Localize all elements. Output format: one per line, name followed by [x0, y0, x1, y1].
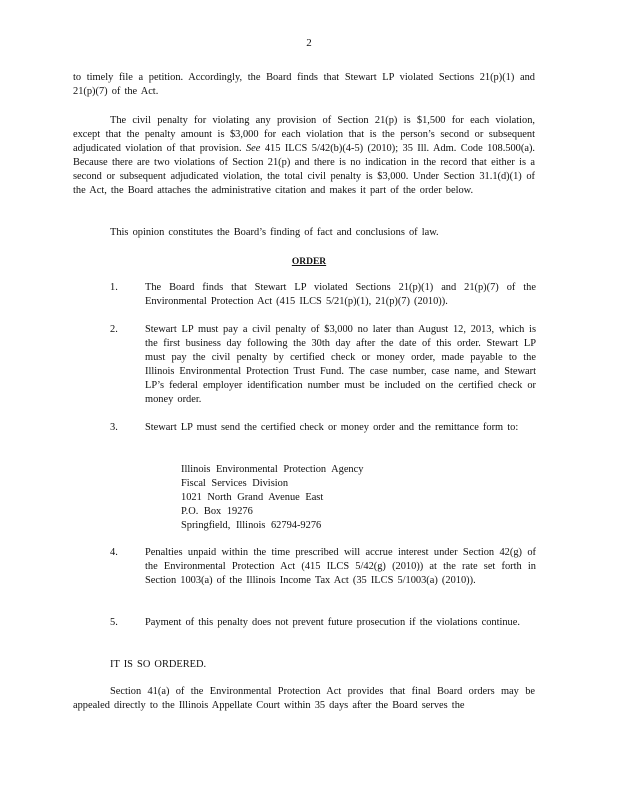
- order-heading: ORDER: [291, 257, 327, 267]
- order-item-5: [110, 616, 536, 630]
- paragraph-civil-penalty: [73, 114, 535, 198]
- order-item-text: Stewart LP must pay a civil penalty of $3,000 no later than August 12, 2013, which is the first business day following the 30th day after the date of this order. Stewart LP must pay the civil penalty by certified check or money order, made payable to the Illinois Environmental Protection Trust Fund. The case number, case name, and Stewart LP’s federal employer identification number must be included on the certified check or money order.: [145, 324, 536, 405]
- civil-penalty-text-a: The civil penalty for violating any provision of Section 21(p) is $1,500 for each violation, except that the penalty amount is $3,000 for each violation that is the person’s second or subsequent adjudicated violation of that provision.: [73, 115, 535, 154]
- order-item-number: 5.: [110, 617, 118, 628]
- page-number: 2: [306, 37, 312, 49]
- order-item-3: [110, 421, 536, 435]
- order-item-number: 4.: [110, 547, 118, 558]
- address-line-street: 1021 North Grand Avenue East: [181, 492, 324, 503]
- address-line-po-box: P.O. Box 19276: [181, 506, 253, 517]
- order-item-4: [110, 546, 536, 588]
- order-item-number: 2.: [110, 324, 118, 335]
- address-line-division: Fiscal Services Division: [181, 478, 289, 489]
- order-item-text: The Board finds that Stewart LP violated Sections 21(p)(1) and 21(p)(7) of the Environmental Protection Act (415 ILCS 5/21(p)(1), 21(p)(7) (2010)).: [145, 282, 536, 307]
- order-item-2: [110, 323, 536, 407]
- order-item-number: 3.: [110, 422, 118, 433]
- address-line-agency: Illinois Environmental Protection Agency: [181, 464, 364, 475]
- so-ordered: IT IS SO ORDERED.: [110, 659, 207, 670]
- order-item-1: [110, 281, 536, 309]
- paragraph-findings: This opinion constitutes the Board’s finding of fact and conclusions of law.: [110, 227, 439, 238]
- paragraph-appeal: Section 41(a) of the Environmental Protection Act provides that final Board orders may be appealed directly to the Illinois Appellate Court within 35 days after the Board serves the: [73, 686, 535, 711]
- order-item-text: Stewart LP must send the certified check or money order and the remittance form to:: [145, 422, 519, 433]
- order-item-text: Payment of this penalty does not prevent future prosecution if the violations continue.: [145, 617, 520, 628]
- address-line-city: Springfield, Illinois 62794-9276: [181, 520, 322, 531]
- order-item-text: Penalties unpaid within the time prescribed will accrue interest under Section 42(g) of the Environmental Protection Act (415 ILCS 5/42(g) (2010)) at the rate set forth in Section 1003(a) of the Illinois Income Tax Act (35 ILCS 5/1003(a) (2010)).: [145, 547, 536, 586]
- paragraph-intro: to timely file a petition. Accordingly, the Board finds that Stewart LP violated Sections 21(p)(1) and 21(p)(7) of the Act.: [73, 72, 535, 97]
- mailing-address: [181, 463, 363, 533]
- civil-penalty-text-b: 415 ILCS 5/42(b)(4-5) (2010); 35 Ill. Adm. Code 108.500(a). Because there are two violations of Section 21(p) and there is no indication in the record that either is a second or subsequent adjudicated violation, the total civil penalty is $3,000. Under Section 31.1(d)(1) of the Act, the Board attaches the administrative citation and makes it part of the order below.: [73, 143, 536, 196]
- order-item-number: 1.: [110, 282, 118, 293]
- see-signal: See: [245, 143, 261, 154]
